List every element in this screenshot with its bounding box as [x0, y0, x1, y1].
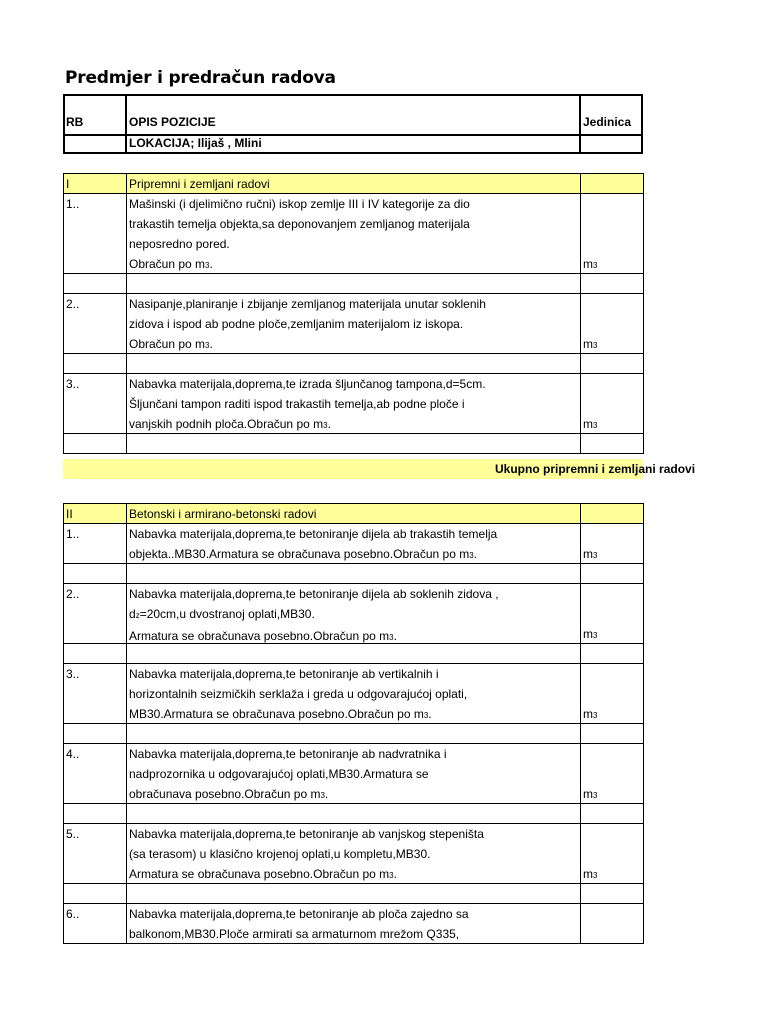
empty-cell: [63, 643, 127, 664]
empty-cell: [63, 803, 127, 824]
item-number: 1..: [63, 523, 127, 564]
description-line: dz=20cm,u dvostranoj oplati,MB30.: [129, 607, 315, 621]
unit-cell: [580, 173, 644, 194]
unit-cell: [580, 503, 644, 524]
item-number: 3..: [63, 373, 127, 434]
location-label: LOKACIJA; Ilijaš , Mlini: [129, 136, 262, 150]
empty-cell: [580, 803, 644, 824]
empty-cell: [580, 563, 644, 584]
empty-cell: [126, 723, 581, 744]
item-description: [126, 193, 581, 274]
description-line: Nabavka materijala,doprema,te betoniranje ab ploča zajedno sa: [129, 907, 469, 921]
item-unit: m3: [580, 663, 644, 724]
item-unit: m3: [580, 743, 644, 804]
empty-cell: [580, 273, 644, 294]
description-line: neposredno pored.: [129, 237, 230, 251]
empty-cell: [126, 883, 581, 904]
description-line: Armatura se obračunava posebno.Obračun po m3.: [129, 867, 397, 881]
item-number: 2..: [63, 293, 127, 354]
description-line: Nabavka materijala,doprema,te betoniranje ab nadvratnika i: [129, 747, 447, 761]
description-line: (sa terasom) u klasično krojenoj oplati,u kompletu,MB30.: [129, 847, 431, 861]
item-description: [126, 523, 581, 564]
section-title: Pripremni i zemljani radovi: [126, 173, 581, 194]
section-total: [63, 459, 696, 479]
section-total-label: Ukupno pripremni i zemljani radovi: [495, 462, 696, 476]
item-description: [126, 823, 581, 884]
description-line: obračunava posebno.Obračun po m3.: [129, 787, 329, 801]
description-line: Nabavka materijala,doprema,te betoniranje ab vanjskog stepeništa: [129, 827, 484, 841]
column-header-jedinica: Jedinica: [583, 115, 632, 129]
column-header-rb: RB: [66, 115, 84, 129]
item-description: [126, 373, 581, 434]
description-line: horizontalnih seizmičkih serklaža i greda u odgovarajućoj oplati,: [129, 687, 468, 701]
description-line: Nabavka materijala,doprema,te betoniranje dijela ab soklenih zidova ,: [129, 587, 499, 601]
empty-cell: [126, 563, 581, 584]
item-unit: m3: [580, 293, 644, 354]
divider: [125, 94, 127, 154]
table-header: [63, 94, 643, 154]
empty-cell: [126, 273, 581, 294]
description-line: Nabavka materijala,doprema,te betoniranje dijela ab trakastih temelja: [129, 527, 498, 541]
empty-cell: [63, 723, 127, 744]
item-unit: m3: [580, 373, 644, 434]
description-line: MB30.Armatura se obračunava posebno.Obračun po m3.: [129, 707, 432, 721]
empty-cell: [126, 433, 581, 454]
description-line: Armatura se obračunava posebno.Obračun po m3.: [129, 629, 397, 643]
description-line: Nabavka materijala,doprema,te betoniranje ab vertikalnih i: [129, 667, 439, 681]
item-description: [126, 743, 581, 804]
section-number: II: [63, 503, 127, 524]
description-line: Obračun po m3.: [129, 257, 213, 271]
empty-cell: [63, 883, 127, 904]
item-unit: m3: [580, 583, 644, 644]
item-description: [126, 663, 581, 724]
description-line: balkonom,MB30.Ploče armirati sa armaturnom mrežom Q335,: [129, 927, 460, 941]
description-line: vanjskih podnih ploča.Obračun po m3.: [129, 417, 331, 431]
column-header-opis: OPIS POZICIJE: [129, 115, 216, 129]
item-unit: [580, 903, 644, 944]
empty-cell: [63, 353, 127, 374]
description-line: Nasipanje,planiranje i zbijanje zemljanog materijala unutar soklenih: [129, 297, 486, 311]
description-line: nadprozornika u odgovarajućoj oplati,MB30.Armatura se: [129, 767, 429, 781]
empty-cell: [63, 273, 127, 294]
item-number: 3..: [63, 663, 127, 724]
item-number: 4..: [63, 743, 127, 804]
item-number: 6..: [63, 903, 127, 944]
item-description: [126, 293, 581, 354]
item-number: 2..: [63, 583, 127, 644]
item-unit: m3: [580, 823, 644, 884]
empty-cell: [63, 433, 127, 454]
item-description: [126, 903, 581, 944]
description-line: Mašinski (i djelimično ručni) iskop zemlje III i IV kategorije za dio: [129, 197, 470, 211]
empty-cell: [580, 433, 644, 454]
description-line: trakastih temelja objekta,sa deponovanjem zemljanog materijala: [129, 217, 470, 231]
empty-cell: [126, 353, 581, 374]
item-number: 1..: [63, 193, 127, 274]
empty-cell: [580, 643, 644, 664]
item-unit: m3: [580, 193, 644, 274]
page-title: Predmjer i predračun radova: [65, 68, 336, 88]
empty-cell: [580, 883, 644, 904]
section-title: Betonski i armirano-betonski radovi: [126, 503, 581, 524]
empty-cell: [126, 803, 581, 824]
item-number: 5..: [63, 823, 127, 884]
empty-cell: [580, 723, 644, 744]
description-line: zidova i ispod ab podne ploče,zemljanim materijalom iz iskopa.: [129, 317, 464, 331]
description-line: Nabavka materijala,doprema,te izrada šljunčanog tampona,d=5cm.: [129, 377, 486, 391]
section-number: I: [63, 173, 127, 194]
item-description: [126, 583, 581, 644]
divider: [579, 94, 581, 154]
description-line: Obračun po m3.: [129, 337, 213, 351]
empty-cell: [126, 643, 581, 664]
empty-cell: [63, 563, 127, 584]
empty-cell: [580, 353, 644, 374]
item-unit: m3: [580, 523, 644, 564]
description-line: Šljunčani tampon raditi ispod trakastih temelja,ab podne ploče i: [129, 397, 465, 411]
description-line: objekta..MB30.Armatura se obračunava posebno.Obračun po m3.: [129, 547, 477, 561]
